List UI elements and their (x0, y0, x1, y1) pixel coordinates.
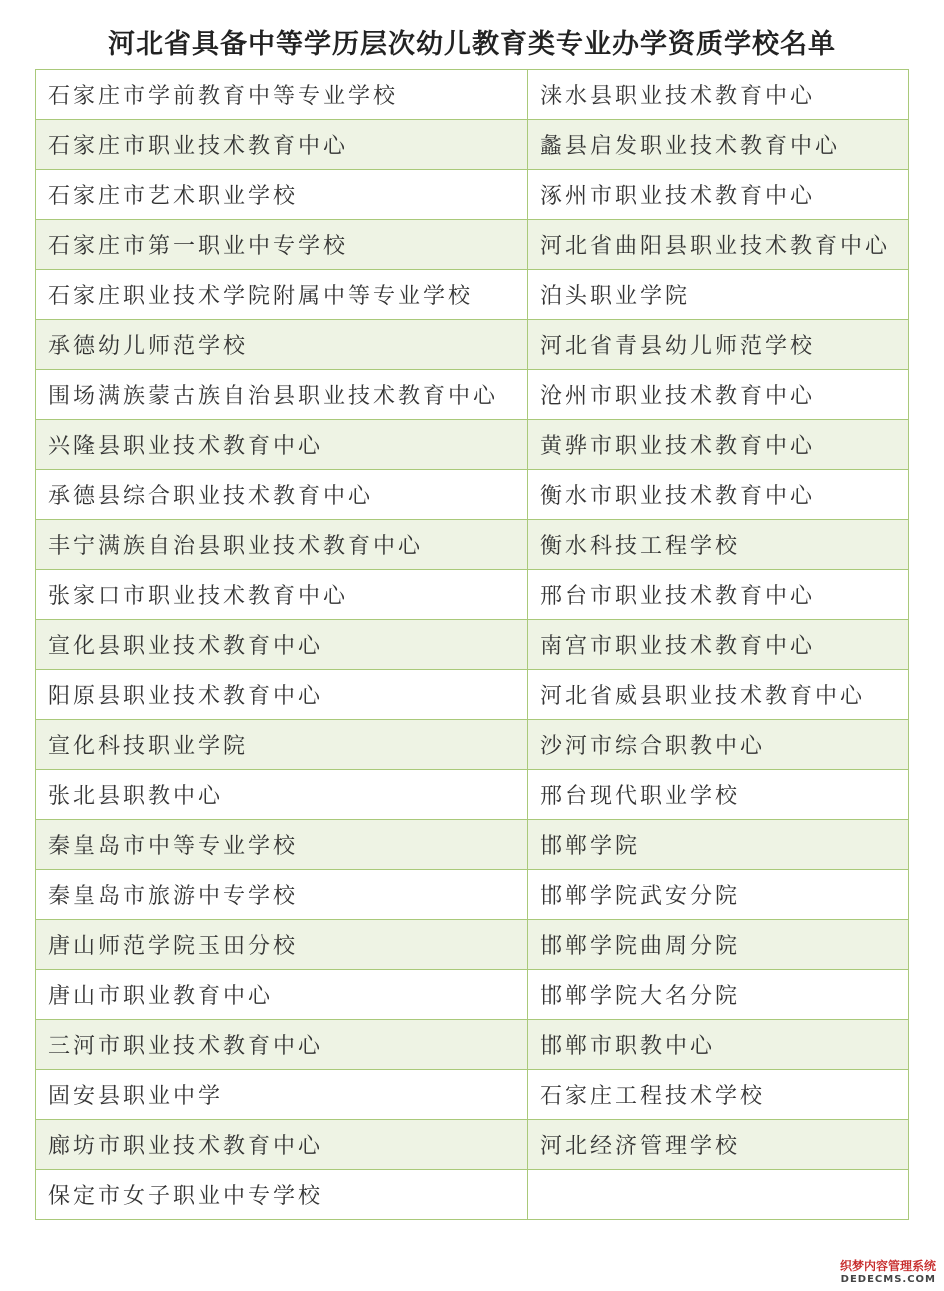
school-name-cell-right: 涿州市职业技术教育中心 (528, 170, 909, 220)
school-name-cell-left: 阳原县职业技术教育中心 (36, 670, 528, 720)
school-name-cell-left: 石家庄市职业技术教育中心 (36, 120, 528, 170)
school-name-cell-right: 蠡县启发职业技术教育中心 (528, 120, 909, 170)
school-name-cell-right: 涞水县职业技术教育中心 (528, 70, 909, 120)
school-name-cell-left: 石家庄市第一职业中专学校 (36, 220, 528, 270)
school-name-cell-right: 沧州市职业技术教育中心 (528, 370, 909, 420)
school-name-cell-right: 邯郸学院武安分院 (528, 870, 909, 920)
school-name-cell-right: 泊头职业学院 (528, 270, 909, 320)
table-row (36, 1170, 909, 1220)
school-name-cell-left: 宣化科技职业学院 (36, 720, 528, 770)
table-row (36, 1070, 909, 1120)
watermark-logo (840, 1260, 936, 1285)
school-name-cell-left: 承德县综合职业技术教育中心 (36, 470, 528, 520)
school-name-cell-left: 围场满族蒙古族自治县职业技术教育中心 (36, 370, 528, 420)
table-row (36, 320, 909, 370)
school-name-cell-right: 邯郸学院大名分院 (528, 970, 909, 1020)
school-name-cell-left: 保定市女子职业中专学校 (36, 1170, 528, 1220)
table-row (36, 620, 909, 670)
school-name-cell-left: 固安县职业中学 (36, 1070, 528, 1120)
table-row (36, 470, 909, 520)
school-name-cell-right: 河北省威县职业技术教育中心 (528, 670, 909, 720)
school-name-cell-left: 兴隆县职业技术教育中心 (36, 420, 528, 470)
school-name-cell-left: 唐山师范学院玉田分校 (36, 920, 528, 970)
table-row (36, 820, 909, 870)
table-row (36, 1020, 909, 1070)
school-name-cell-left: 廊坊市职业技术教育中心 (36, 1120, 528, 1170)
table-row (36, 870, 909, 920)
watermark-en-text: DEDECMS.COM (840, 1273, 936, 1285)
school-name-cell-right: 衡水市职业技术教育中心 (528, 470, 909, 520)
school-name-cell-left: 石家庄市学前教育中等专业学校 (36, 70, 528, 120)
roster-body (36, 70, 909, 1220)
table-row (36, 670, 909, 720)
school-name-cell-right (528, 1170, 909, 1220)
table-row (36, 520, 909, 570)
school-roster-table (35, 69, 909, 1220)
table-row (36, 170, 909, 220)
table-row (36, 420, 909, 470)
school-name-cell-left: 承德幼儿师范学校 (36, 320, 528, 370)
school-name-cell-right: 黄骅市职业技术教育中心 (528, 420, 909, 470)
school-name-cell-right: 衡水科技工程学校 (528, 520, 909, 570)
school-name-cell-left: 石家庄职业技术学院附属中等专业学校 (36, 270, 528, 320)
school-name-cell-right: 邯郸市职教中心 (528, 1020, 909, 1070)
school-name-cell-right: 石家庄工程技术学校 (528, 1070, 909, 1120)
school-name-cell-right: 邢台市职业技术教育中心 (528, 570, 909, 620)
school-name-cell-left: 三河市职业技术教育中心 (36, 1020, 528, 1070)
table-row (36, 720, 909, 770)
school-name-cell-right: 河北经济管理学校 (528, 1120, 909, 1170)
table-row (36, 920, 909, 970)
school-name-cell-left: 丰宁满族自治县职业技术教育中心 (36, 520, 528, 570)
school-name-cell-right: 南宫市职业技术教育中心 (528, 620, 909, 670)
school-name-cell-right: 河北省青县幼儿师范学校 (528, 320, 909, 370)
page-title: 河北省具备中等学历层次幼儿教育类专业办学资质学校名单 (108, 29, 836, 60)
table-row (36, 570, 909, 620)
school-name-cell-left: 秦皇岛市旅游中专学校 (36, 870, 528, 920)
school-name-cell-left: 唐山市职业教育中心 (36, 970, 528, 1020)
school-name-cell-left: 宣化县职业技术教育中心 (36, 620, 528, 670)
table-row (36, 370, 909, 420)
school-name-cell-right: 河北省曲阳县职业技术教育中心 (528, 220, 909, 270)
watermark-cn-text: 织梦内容管理系统 (839, 1258, 936, 1273)
school-name-cell-left: 秦皇岛市中等专业学校 (36, 820, 528, 870)
school-name-cell-left: 石家庄市艺术职业学校 (36, 170, 528, 220)
table-row (36, 120, 909, 170)
table-row (36, 770, 909, 820)
table-row (36, 270, 909, 320)
table-row (36, 70, 909, 120)
school-name-cell-left: 张北县职教中心 (36, 770, 528, 820)
school-name-cell-right: 邢台现代职业学校 (528, 770, 909, 820)
table-row (36, 220, 909, 270)
school-name-cell-right: 邯郸学院 (528, 820, 909, 870)
school-name-cell-left: 张家口市职业技术教育中心 (36, 570, 528, 620)
table-row (36, 1120, 909, 1170)
table-row (36, 970, 909, 1020)
school-name-cell-right: 邯郸学院曲周分院 (528, 920, 909, 970)
school-name-cell-right: 沙河市综合职教中心 (528, 720, 909, 770)
